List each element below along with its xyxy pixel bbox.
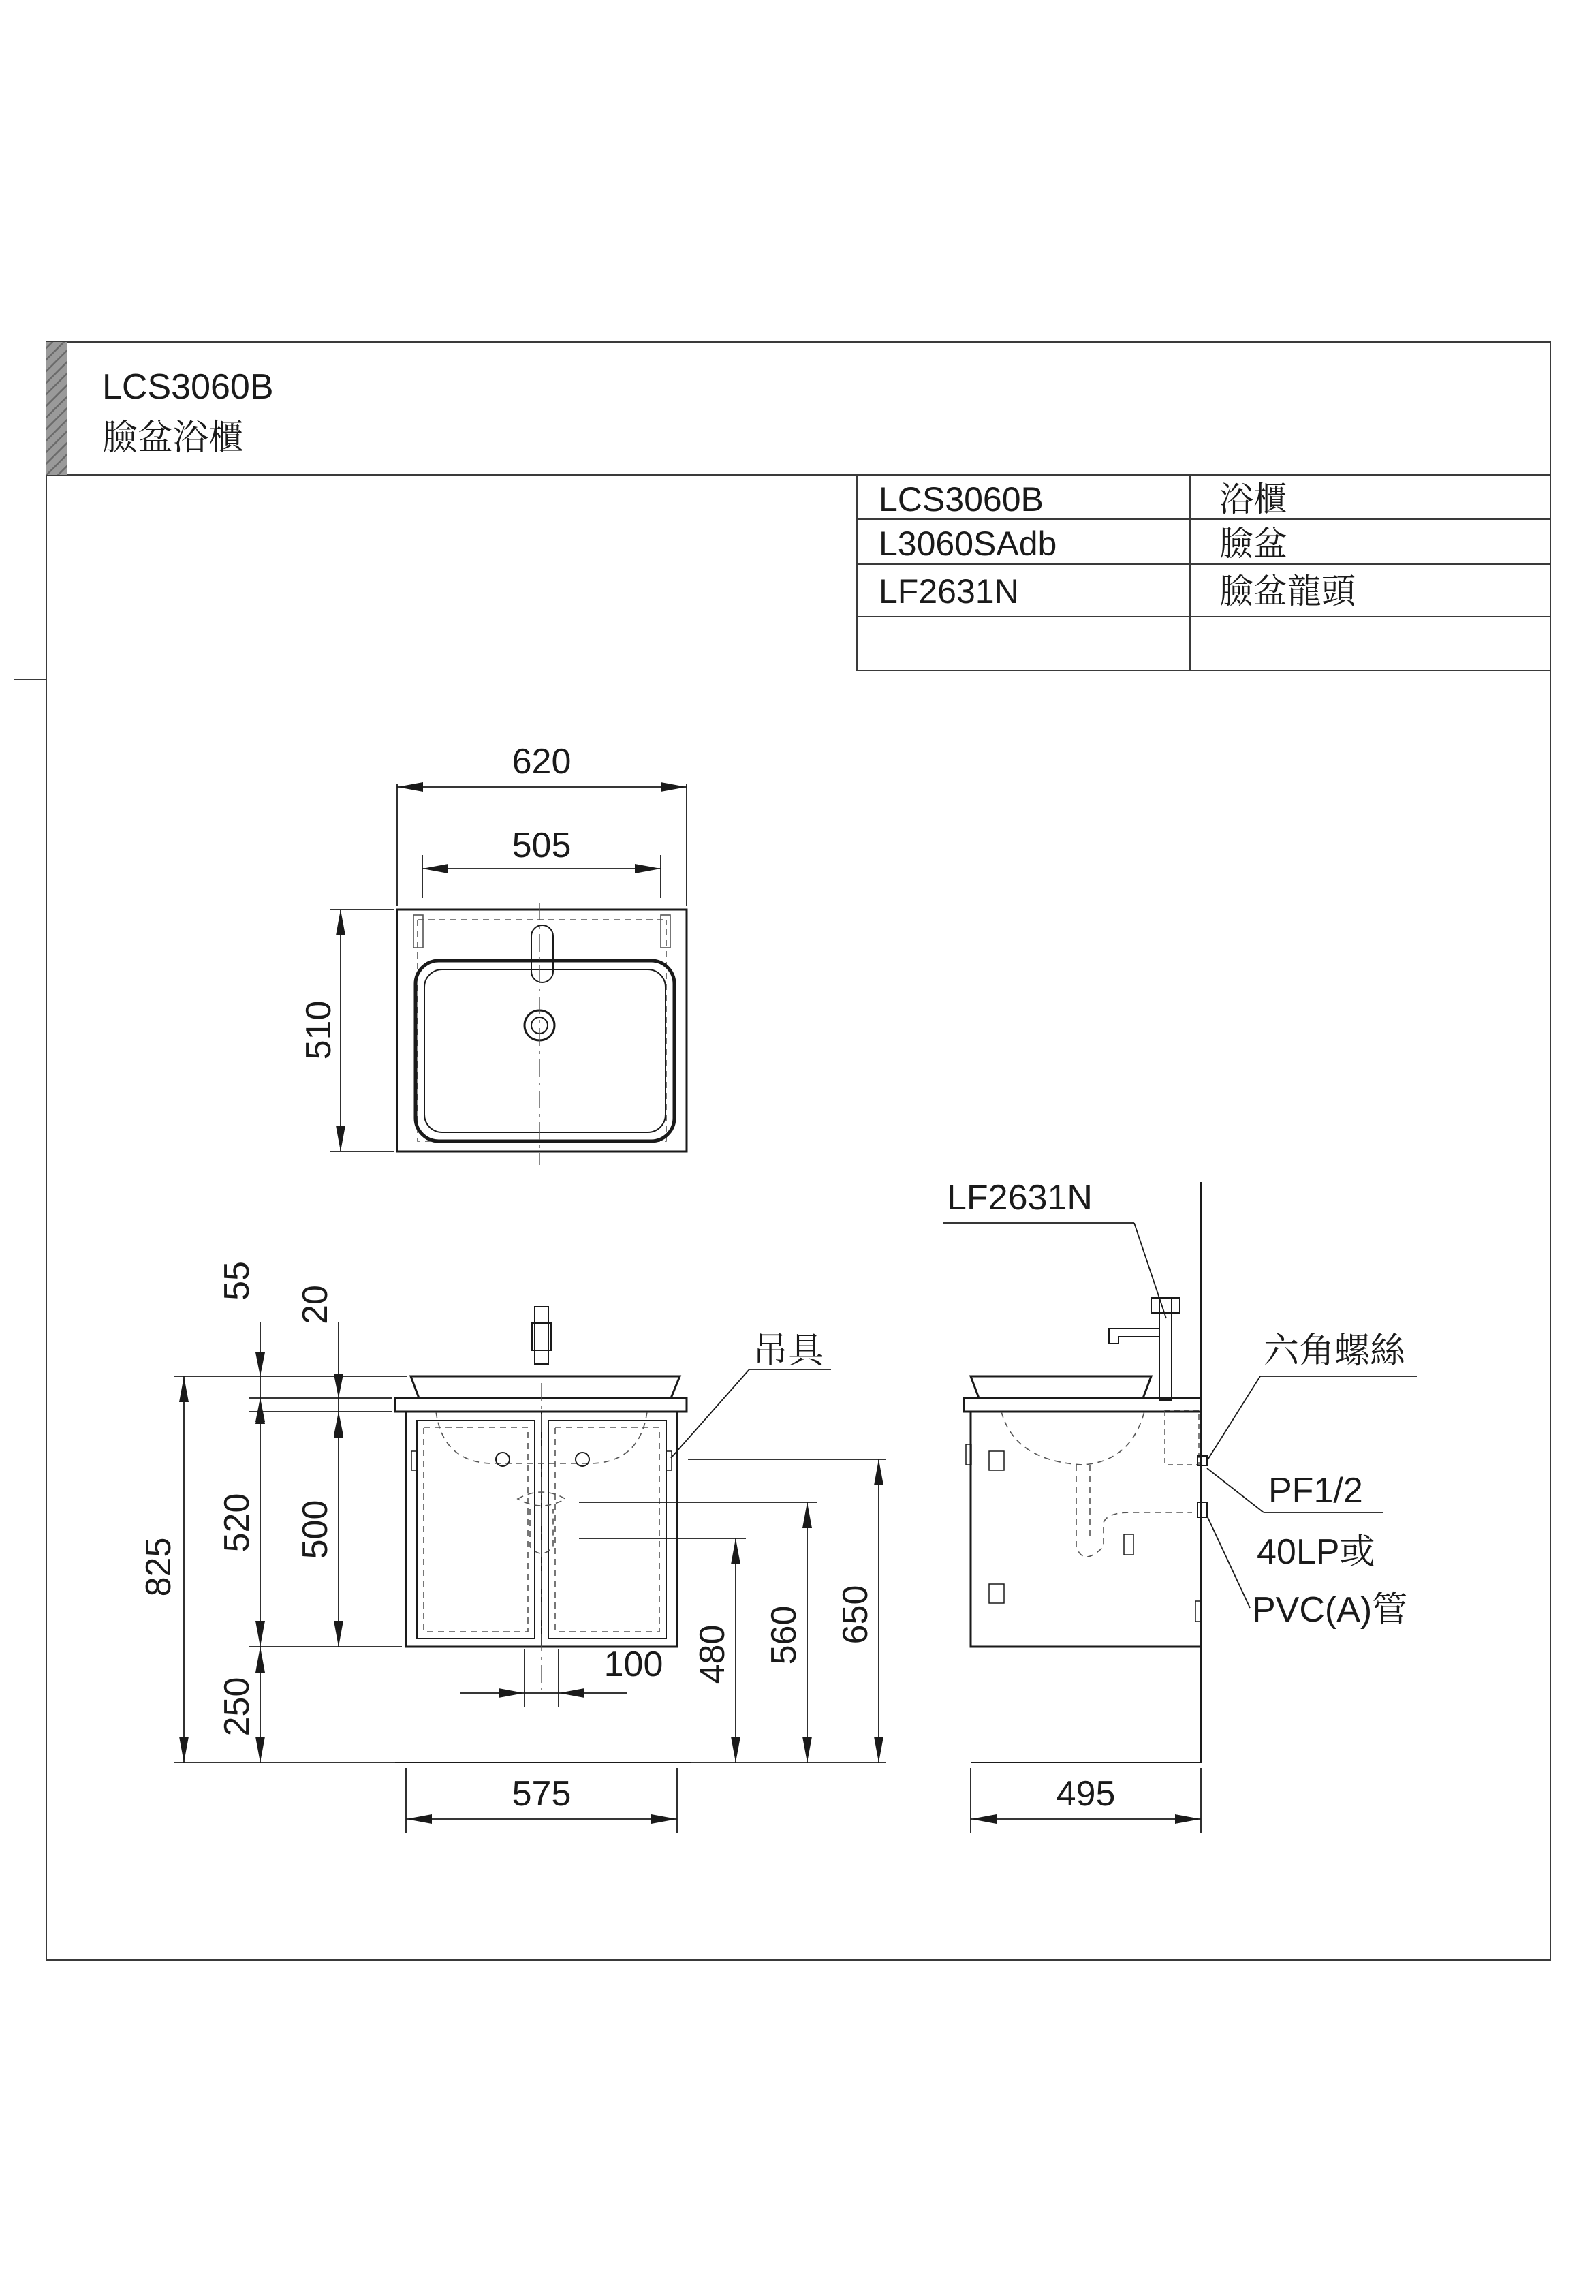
table-row-3-code: LF2631N bbox=[879, 572, 1019, 610]
countertop bbox=[395, 1398, 687, 1412]
dim-total-height-825: 825 bbox=[139, 1537, 178, 1597]
label-pipe-line1: 40LP或 bbox=[1257, 1532, 1375, 1572]
table-row-2-code: L3060SAdb bbox=[879, 525, 1057, 563]
dim-250: 250 bbox=[217, 1677, 257, 1737]
dim-650: 650 bbox=[836, 1585, 875, 1645]
dim-width-575: 575 bbox=[512, 1774, 572, 1814]
table-row-2-desc: 臉盆 bbox=[1219, 525, 1287, 563]
dim-100: 100 bbox=[604, 1645, 663, 1684]
label-faucet-model: LF2631N bbox=[947, 1178, 1093, 1217]
dim-basin-width-505: 505 bbox=[512, 826, 572, 865]
dim-480: 480 bbox=[693, 1624, 732, 1684]
title-hatch-bar bbox=[46, 342, 67, 475]
hanger-right-icon bbox=[576, 1453, 589, 1466]
parts-table bbox=[857, 475, 1550, 670]
door-right bbox=[548, 1421, 666, 1639]
label-hex-screw: 六角螺絲 bbox=[1264, 1331, 1406, 1371]
dim-500: 500 bbox=[296, 1500, 335, 1560]
title-model: LCS3060B bbox=[102, 367, 274, 407]
label-pf: PF1/2 bbox=[1268, 1471, 1363, 1510]
dim-520: 520 bbox=[217, 1493, 257, 1553]
top-view bbox=[299, 742, 687, 1165]
faucet-body bbox=[535, 1307, 548, 1364]
dim-55: 55 bbox=[217, 1261, 257, 1301]
dim-20: 20 bbox=[296, 1285, 335, 1324]
faucet-hole bbox=[531, 925, 553, 982]
front-basin bbox=[411, 1376, 680, 1398]
label-hanger: 吊具 bbox=[753, 1331, 824, 1371]
table-row-1-code: LCS3060B bbox=[879, 480, 1044, 518]
side-basin bbox=[971, 1376, 1151, 1398]
dim-depth-510: 510 bbox=[299, 1000, 339, 1060]
pf-fitting-icon bbox=[1198, 1502, 1207, 1517]
basin-bowl bbox=[416, 961, 674, 1141]
label-pipe-line2: PVC(A)管 bbox=[1252, 1590, 1408, 1630]
title-block bbox=[102, 367, 274, 458]
dim-560: 560 bbox=[764, 1605, 804, 1665]
hanger-left-icon bbox=[496, 1453, 510, 1466]
top-view-outline bbox=[397, 910, 687, 1151]
side-faucet-spout bbox=[1109, 1329, 1159, 1344]
door-left bbox=[417, 1421, 535, 1639]
dim-depth-495: 495 bbox=[1056, 1774, 1116, 1814]
side-cabinet bbox=[971, 1412, 1201, 1647]
side-view bbox=[943, 1178, 1417, 1833]
front-view bbox=[139, 1261, 886, 1833]
dim-overall-width-620: 620 bbox=[512, 742, 572, 781]
table-row-1-desc: 浴櫃 bbox=[1219, 480, 1287, 518]
title-product-name: 臉盆浴櫃 bbox=[102, 418, 245, 458]
table-row-3-desc: 臉盆龍頭 bbox=[1219, 572, 1356, 610]
